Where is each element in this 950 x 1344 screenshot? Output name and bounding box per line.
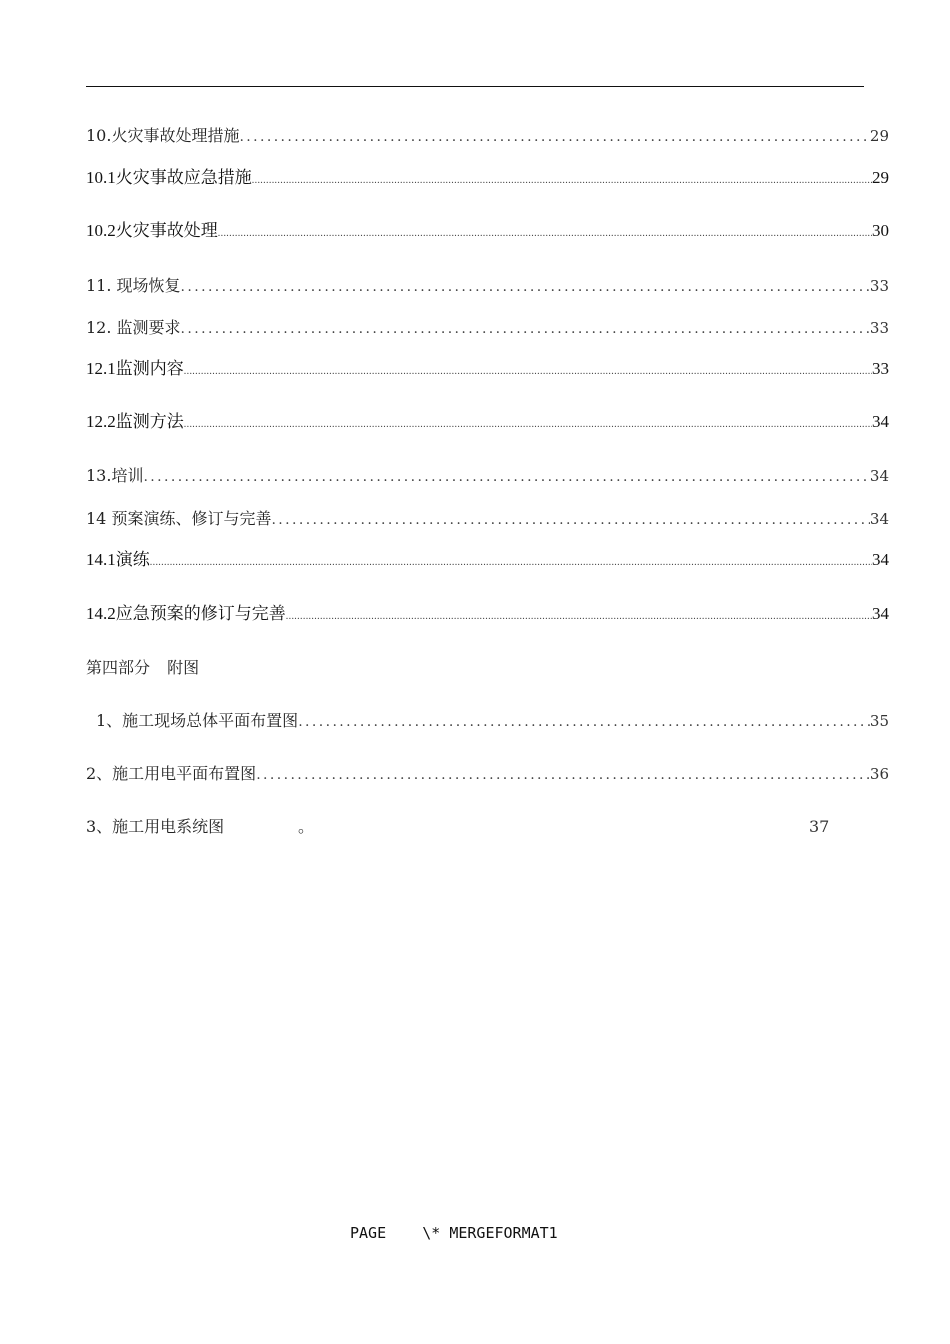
toc-entry-label: 11. 现场恢复 xyxy=(86,276,181,295)
toc-entry[interactable] xyxy=(86,466,889,487)
toc-entry-page: 36 xyxy=(869,765,889,783)
page-footer-field: PAGE \* MERGEFORMAT1 xyxy=(350,1224,558,1242)
toc-figure-label[interactable]: 3、施工用电系统图 xyxy=(86,817,225,836)
toc-entry[interactable] xyxy=(86,221,889,244)
dot-leader xyxy=(143,467,869,487)
toc-figure-page: 37 xyxy=(809,817,830,836)
dot-leader xyxy=(181,277,870,297)
toc-entry-label: 12.2监测方法 xyxy=(86,412,184,431)
toc-entry-page: 33 xyxy=(872,359,889,378)
toc-entry-label: 14.2应急预案的修订与完善 xyxy=(86,604,286,623)
toc-entry-page: 33 xyxy=(869,319,889,337)
toc-figure-mark: 。 xyxy=(298,817,315,836)
toc-entry-page: 33 xyxy=(869,277,889,295)
toc-entry[interactable] xyxy=(86,168,889,191)
dot-leader xyxy=(286,607,872,627)
toc-entry-label: 10.火灾事故处理措施 xyxy=(86,126,240,145)
toc-entry-label: 14.1演练 xyxy=(86,550,150,569)
toc-entry-label: 2、施工用电平面布置图 xyxy=(86,764,257,783)
toc-entry-page: 35 xyxy=(869,712,889,730)
dot-leader xyxy=(239,127,869,147)
dot-leader xyxy=(184,415,872,435)
dot-leader xyxy=(256,765,870,785)
toc-figure-entry[interactable] xyxy=(86,764,889,785)
toc-entry-label: 1、施工现场总体平面布置图 xyxy=(96,711,299,730)
toc-entry-page: 34 xyxy=(872,604,889,623)
dot-leader xyxy=(184,362,872,382)
toc-entry-page: 29 xyxy=(872,168,889,187)
toc-entry-page: 34 xyxy=(872,550,889,569)
toc-entry[interactable] xyxy=(86,359,889,382)
dot-leader xyxy=(181,319,870,339)
toc-entry[interactable] xyxy=(86,550,889,573)
toc-entry[interactable] xyxy=(86,604,889,627)
toc-entry-label: 12. 监测要求 xyxy=(86,318,181,337)
dot-leader xyxy=(218,224,872,244)
toc-entry-page: 29 xyxy=(869,127,889,145)
toc-entry-label: 12.1监测内容 xyxy=(86,359,184,378)
toc-entry[interactable] xyxy=(86,276,889,297)
toc-entry-page: 34 xyxy=(872,412,889,431)
toc-entry-page: 34 xyxy=(869,467,889,485)
toc-entry-page: 34 xyxy=(869,510,889,528)
dot-leader xyxy=(252,171,872,191)
dot-leader xyxy=(298,712,870,732)
dot-leader xyxy=(271,510,869,530)
toc-entry-label: 14 预案演练、修订与完善 xyxy=(86,509,272,528)
toc-entry[interactable] xyxy=(86,412,889,435)
part-heading: 第四部分 附图 xyxy=(86,658,200,677)
toc-entry[interactable] xyxy=(86,318,889,339)
dot-leader xyxy=(150,553,872,573)
toc-entry-label: 13.培训 xyxy=(86,466,144,485)
toc-entry[interactable] xyxy=(86,126,889,147)
toc-figure-entry[interactable] xyxy=(96,711,889,732)
toc-entry-page: 30 xyxy=(872,221,889,240)
toc-entry[interactable] xyxy=(86,509,889,530)
toc-entry-label: 10.2火灾事故处理 xyxy=(86,221,218,240)
toc-entry-label: 10.1火灾事故应急措施 xyxy=(86,168,252,187)
